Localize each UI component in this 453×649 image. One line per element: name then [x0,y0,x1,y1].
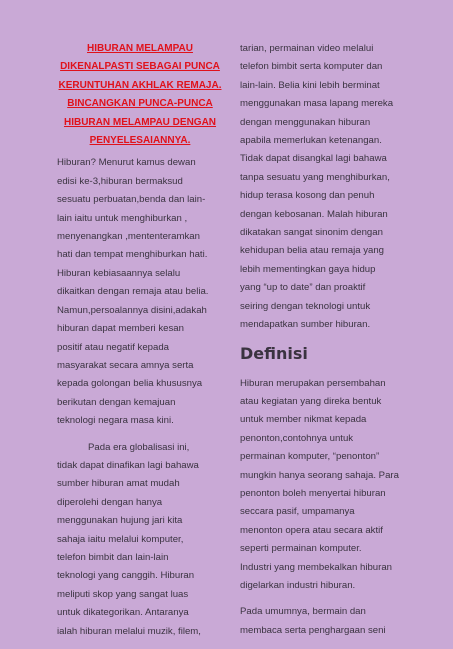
text-line: dikatakan sangat sinonim dengan [240,227,383,239]
text-line: berikutan dengan kemajuan [57,396,176,408]
text-line: mungkin hanya seorang sahaja. Para [240,469,399,481]
text-line: membaca serta penghargaan seni [240,624,386,636]
text-line: positif atau negatif kepada [57,341,170,353]
essay-question-heading [57,40,223,150]
text-line: Hiburan? Menurut kamus dewan [57,157,196,169]
text-line: Pada era globalisasi ini, [88,441,190,453]
text-line: Hiburan merupakan persembahan [240,377,386,389]
text-line: sumber hiburan amat mudah [57,478,180,490]
text-line: dikaitkan dengan remaja atau belia. [57,286,209,298]
text-line: dengan menggunakan hiburan [240,116,371,128]
text-line: telefon bimbit serta komputer dan [240,61,383,73]
text-line: seiring dengan teknologi untuk [240,300,371,312]
definition-paragraph [240,375,406,596]
text-line: teknologi yang canggih. Hiburan [57,570,195,582]
heading-line: HIBURAN MELAMPAU DENGAN [63,116,217,128]
text-line: lebih mementingkan gaya hidup [240,263,376,275]
text-line: Industri yang membekalkan hiburan [240,561,392,573]
text-line: apabila memerlukan ketenangan. [240,135,382,147]
text-line: dengan kebosanan. Malah hiburan [240,208,388,220]
text-line: Namun,persoalannya disini,adakah [57,304,207,316]
text-line: lain-lain. Belia kini lebih berminat [240,79,380,91]
text-line: atau kegiatan yang direka bentuk [240,395,382,407]
text-line: tanpa sesuatu yang menghiburkan, [240,171,390,183]
text-line: untuk dikategorikan. Antaranya [57,607,189,619]
text-line: kehidupan belia atau remaja yang [240,245,385,257]
text-line: sahaja iaitu melalui komputer, [57,533,184,545]
text-line: permainan komputer, “penonton” [240,451,380,463]
text-line: sesuatu perbuatan,benda dan lain- [57,194,206,206]
text-line: menggunakan hujung jari kita [57,515,183,527]
text-line: meliputi skop yang sangat luas [57,588,189,600]
heading-line: KERUNTUHAN AKHLAK REMAJA. [58,79,222,91]
text-line: diperolehi dengan hanya [57,496,163,508]
text-line: kepada golongan belia khususnya [57,378,203,390]
text-line: hati dan tempat menghiburkan hati. [57,249,208,261]
heading-line: BINCANGKAN PUNCA-PUNCA [67,98,213,110]
globalisation-paragraph [57,439,223,641]
text-line: menggunakan masa lapang mereka [240,98,394,110]
left-column [57,40,223,649]
heading-line: DIKENALPASTI SEBAGAI PUNCA [60,61,220,73]
text-line: tidak dapat dinafikan lagi bahawa [57,459,199,471]
text-line: teknologi negara masa kini. [57,415,174,427]
text-line: untuk member nikmat kepada [240,414,367,426]
text-line: digelarkan industri hiburan. [240,579,356,591]
text-line: menonton opera atau secara aktif [240,524,383,536]
text-line: ialah hiburan melalui muzik, filem, [57,625,201,637]
text-line: hiburan dapat memberi kesan [57,323,184,335]
text-line: penonton,contohnya untuk [240,432,354,444]
text-line: yang “up to date” dan proaktif [240,282,366,294]
section-title-definisi: Definisi [240,343,308,363]
text-line: Pada umumnya, bermain dan [240,606,366,618]
text-line: Tidak dapat disangkal lagi bahawa [240,153,387,165]
text-line: seperti permainan komputer. [240,543,362,555]
text-line: seccara pasif, umpamanya [240,506,355,518]
continuation-paragraph [240,40,406,335]
text-line: Hiburan kebiasaannya selalu [57,267,181,279]
text-line: penonton boleh menyertai hiburan [240,487,386,499]
general-paragraph [240,603,406,640]
text-line: tarian, permainan video melalui [240,43,374,54]
heading-line: HIBURAN MELAMPAU [87,43,193,54]
text-line: menyenangkan ,mententeramkan [57,231,200,243]
text-line: edisi ke-3,hiburan bermaksud [57,175,183,187]
text-line: mendapatkan sumber hiburan. [240,319,371,331]
heading-line: PENYELESAIANNYA. [89,135,191,147]
text-line: telefon bimbit dan lain-lain [57,551,169,563]
text-line: lain iaitu untuk menghiburkan , [57,212,188,224]
text-line: hidup terasa kosong dan penuh [240,190,375,202]
text-line: masyarakat secara amnya serta [57,359,194,371]
intro-paragraph [57,154,223,430]
right-column [240,40,406,648]
